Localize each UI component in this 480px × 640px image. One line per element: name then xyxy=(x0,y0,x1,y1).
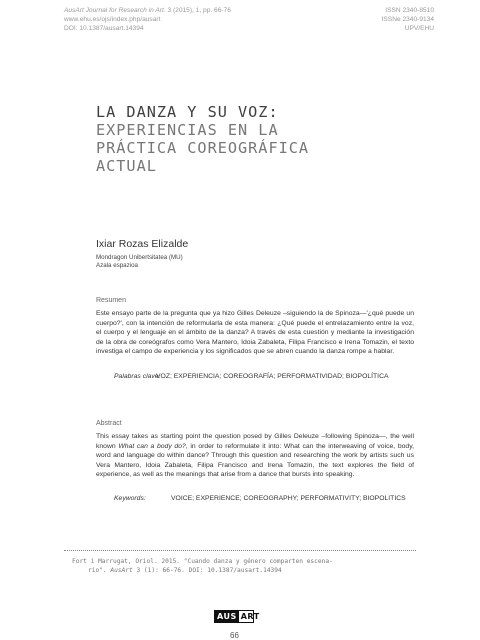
palabras-clave xyxy=(114,372,414,382)
journal-info xyxy=(64,6,231,33)
logo-part-aus: AUS xyxy=(217,612,237,621)
page-number: 66 xyxy=(230,631,239,640)
issn: ISSN 2340-8510 xyxy=(385,7,434,14)
citation-line-2 xyxy=(72,566,412,575)
title-line-1: LA DANZA Y SU VOZ: xyxy=(96,103,279,121)
title-line-4: ACTUAL xyxy=(96,157,157,175)
abstract-text xyxy=(96,432,414,480)
abstract-question: What can a body do? xyxy=(118,442,186,450)
keywords xyxy=(114,494,414,504)
palabras-clave-value: VOZ; EXPERIENCIA; COREOGRAFÍA; PERFORMATIVIDAD; BIOPOLÍTICA xyxy=(156,373,389,380)
article-title xyxy=(96,103,396,175)
issne: ISSNe 2340-9134 xyxy=(381,16,434,23)
author-name: Ixiar Rozas Elizalde xyxy=(96,238,189,250)
journal-doi: DOI: 10.1387/ausart.14394 xyxy=(64,25,144,32)
abstract-heading: Abstract xyxy=(96,420,122,427)
author-affiliation xyxy=(96,254,183,270)
abstract-text-part-2: , in order to reformulate it into: What can the interweaving of voice, body, word and language do within dance? Through this question and researching the work by artists such us Vera Mantero, Idoia Zabaleta, Filipa Francisco and Irena Tomazin, the text explores the field of experience, as well as the meanings that arise from a dance that bursts into speaking. xyxy=(96,442,414,479)
affiliation-2: Azala espazioa xyxy=(96,262,138,269)
keywords-value: VOICE; EXPERIENCE; COREOGRAPHY; PERFORMATIVITY; BIOPOLITICS xyxy=(171,495,406,502)
palabras-clave-label: Palabras clave: xyxy=(114,373,161,380)
journal-url[interactable]: www.ehu.es/ojs/index.php/ausart xyxy=(64,16,161,23)
title-line-3: PRÁCTICA COREOGRÁFICA xyxy=(96,139,310,157)
abstract-text-part-1: This essay takes as starting point the question posed by Gilles Deleuze –following Spinoza—, the well known xyxy=(96,433,414,450)
citation-line-1: Fort i Marrugat, Oriol. 2015. "Cuando danza y género comparten escena- xyxy=(72,558,333,565)
journal-name: AusArt Journal for Research in Art xyxy=(64,7,164,14)
ausart-logo xyxy=(214,610,260,623)
citation xyxy=(72,557,412,575)
resumen-text: Este ensayo parte de la pregunta que ya hizo Gilles Deleuze –siguiendo la de Spinoza—'¿qué puede un cuerpo?', con la intención de reformularla de esta manera: ¿Qué puede el entrelazamiento entre la voz, el cuerpo y el lenguaje en el ámbito de la danza? A través de esta cuestión y mediante la investigación de la obra de coreógrafos como Vera Mantero, Idoia Zabaleta, Filipa Francisco e Irena Tomazin, el texto investiga el campo de experiencia y los significados que se abren cuando la danza rompe a hablar. xyxy=(96,310,414,356)
keywords-label: Keywords: xyxy=(114,495,146,502)
publisher: UPV/EHU xyxy=(404,25,434,32)
journal-issue: . 3 (2015), 1, pp. 66-76 xyxy=(163,7,231,14)
affiliation-1: Mondragon Unibertsitatea (MU) xyxy=(96,254,183,261)
title-line-2: EXPERIENCIAS EN LA xyxy=(96,121,279,139)
dotted-divider xyxy=(64,550,416,551)
citation-text-a: rio". xyxy=(88,567,111,574)
resumen-heading: Resumen xyxy=(96,297,126,304)
citation-text-b: 3 (1): 66-76. DOI: 10.1387/ausart.14394 xyxy=(132,567,282,574)
journal-issn-info xyxy=(382,6,434,33)
logo-part-art: ART xyxy=(240,612,260,621)
citation-journal: AusArt xyxy=(110,567,133,574)
